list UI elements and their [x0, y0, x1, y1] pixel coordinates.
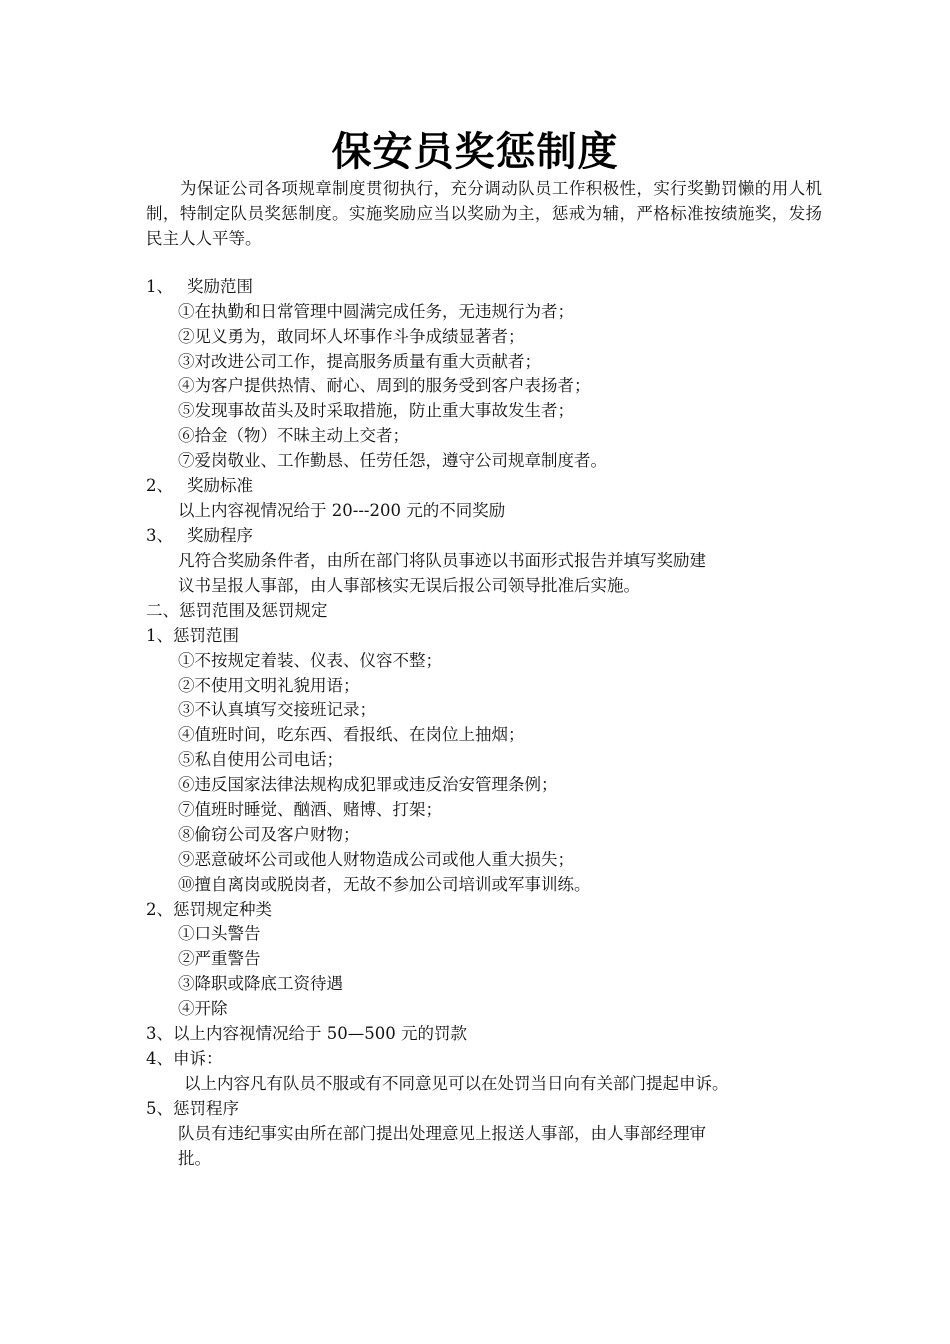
penalty-scope-item: ③不认真填写交接班记录；: [178, 700, 376, 719]
penalty-type-item: ①口头警告: [178, 924, 261, 943]
reward-standard-text: 以上内容视情况给于 20---200 元的不同奖励: [178, 501, 506, 520]
penalty-procedure-heading: 5、惩罚程序: [146, 1099, 239, 1118]
reward-scope-item: ⑦爱岗敬业、工作勤恳、任劳任怨，遵守公司规章制度者。: [178, 451, 607, 470]
reward-scope-item: ③对改进公司工作，提高服务质量有重大贡献者；: [178, 352, 541, 371]
reward-procedure-line: 议书呈报人事部，由人事部核实无误后报公司领导批准后实施。: [178, 576, 640, 595]
penalty-scope-item: ⑦值班时睡觉、酗酒、赌博、打架；: [178, 800, 442, 819]
penalty-appeal-text: 以上内容凡有队员不服或有不同意见可以在处罚当日向有关部门提起申诉。: [184, 1074, 729, 1093]
reward-standard-heading: [146, 474, 253, 498]
reward-procedure-title: 奖励程序: [187, 526, 253, 545]
penalty-section-heading: 二、惩罚范围及惩罚规定: [146, 601, 328, 620]
reward-scope-item: ②见义勇为，敢同坏人坏事作斗争成绩显著者；: [178, 327, 525, 346]
reward-scope-number: 1、: [146, 277, 173, 296]
penalty-type-item: ④开除: [178, 999, 228, 1018]
reward-procedure-number: 3、: [146, 526, 173, 545]
document-title: 保安员奖惩制度: [331, 128, 619, 175]
reward-scope-item: ①在执勤和日常管理中圆满完成任务，无违规行为者；: [178, 302, 574, 321]
reward-standard-title: 奖励标准: [187, 476, 253, 495]
reward-procedure-line: 凡符合奖励条件者，由所在部门将队员事迹以书面形式报告并填写奖励建: [178, 551, 706, 570]
penalty-appeal-heading: 4、申诉：: [146, 1049, 223, 1068]
penalty-procedure-line: 批。: [178, 1149, 211, 1168]
reward-scope-title: 奖励范围: [187, 277, 253, 296]
reward-scope-item: ④为客户提供热情、耐心、周到的服务受到客户表扬者；: [178, 376, 591, 395]
reward-standard-number: 2、: [146, 476, 173, 495]
penalty-scope-item: ④值班时间，吃东西、看报纸、在岗位上抽烟；: [178, 725, 525, 744]
penalty-procedure-line: 队员有违纪事实由所在部门提出处理意见上报送人事部，由人事部经理审: [178, 1124, 706, 1143]
penalty-scope-item: ⑧偷窃公司及客户财物；: [178, 825, 360, 844]
penalty-scope-item: ⑤私自使用公司电话；: [178, 750, 343, 769]
penalty-scope-heading: 1、惩罚范围: [146, 626, 239, 645]
penalty-types-heading: 2、惩罚规定种类: [146, 900, 272, 919]
reward-scope-heading: [146, 275, 253, 299]
reward-scope-item: ⑤发现事故苗头及时采取措施，防止重大事故发生者；: [178, 401, 574, 420]
penalty-type-item: ③降职或降底工资待遇: [178, 974, 343, 993]
penalty-scope-item: ⑨恶意破坏公司或他人财物造成公司或他人重大损失；: [178, 850, 574, 869]
penalty-scope-item: ⑥违反国家法律法规构成犯罪或违反治安管理条例；: [178, 775, 558, 794]
penalty-scope-item: ①不按规定着装、仪表、仪容不整；: [178, 651, 442, 670]
penalty-type-item: ②严重警告: [178, 949, 261, 968]
penalty-fine-text: 3、以上内容视情况给于 50—500 元的罚款: [146, 1024, 467, 1043]
penalty-scope-item: ②不使用文明礼貌用语；: [178, 676, 360, 695]
reward-procedure-heading: [146, 524, 253, 548]
intro-paragraph: 为保证公司各项规章制度贯彻执行，充分调动队员工作积极性，实行奖勤罚懒的用人机制，特制定队员奖惩制度。实施奖励应当以奖励为主，惩戒为辅，严格标准按绩施奖，发扬民主人人平等。: [146, 179, 822, 248]
reward-scope-item: ⑥拾金（物）不昧主动上交者；: [178, 426, 409, 445]
penalty-scope-item: ⑩擅自离岗或脱岗者，无故不参加公司培训或军事训练。: [178, 875, 591, 894]
